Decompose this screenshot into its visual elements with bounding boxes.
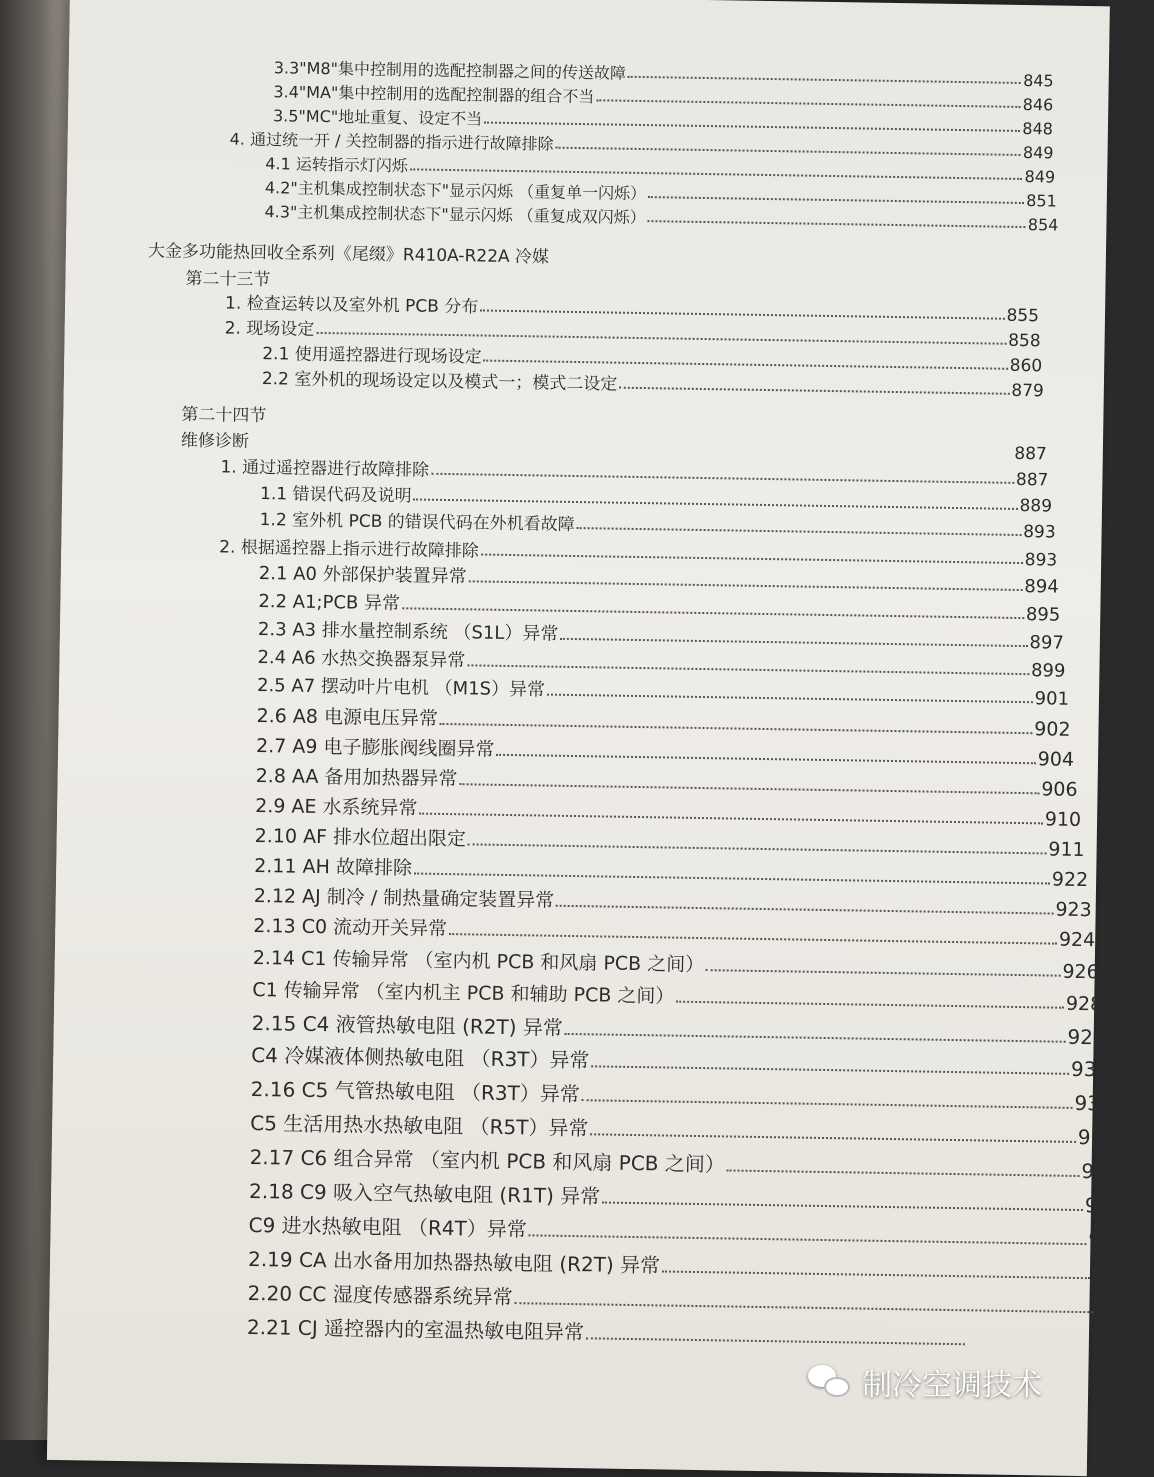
toc-entry-label: C9 进水热敏电阻 （R4T）异常	[248, 1212, 528, 1242]
toc-entry-label: 2.7 A9 电子膨胀阀线圈异常	[255, 735, 495, 761]
toc-entry-label: 2.19 CA 出水备用加热器热敏电阻 (R2T) 异常	[247, 1246, 661, 1278]
toc-page-number: 929	[1067, 1024, 1106, 1050]
toc-page-number: 933	[1081, 1159, 1120, 1184]
toc-entry-label: 2.4 A6 水热交换器泵异常	[257, 647, 466, 672]
toc-page-number: 845	[1023, 70, 1054, 91]
toc-entry-label: 2.21 CJ 遥控器内的室温热敏电阻异常	[246, 1314, 585, 1345]
dot-leader	[515, 1302, 1094, 1313]
toc-entry-label: 2.18 C9 吸入空气热敏电阻 (R1T) 异常	[248, 1178, 601, 1209]
dot-leader	[469, 580, 1023, 591]
toc-page-number: 928	[1065, 992, 1103, 1016]
toc-page-number: 924	[1058, 928, 1096, 952]
toc-entry-label: 维修诊断	[180, 430, 250, 452]
watermark	[808, 1360, 1042, 1404]
toc-page-number: 902	[1034, 718, 1071, 741]
dot-leader	[414, 873, 1050, 885]
dot-leader	[676, 1001, 1064, 1009]
dot-leader	[706, 969, 1060, 977]
toc-entry-label: 2.3 A3 排水量控制系统 （S1L）异常	[257, 619, 559, 645]
toc-page-number: 889	[1019, 495, 1053, 517]
toc-page-number: 846	[1022, 94, 1054, 115]
toc-page-number: 897	[1029, 632, 1065, 654]
toc-entry-label: 2.8 AA 备用加热器异常	[255, 765, 458, 791]
dot-leader	[582, 1099, 1073, 1109]
book-page	[47, 0, 1134, 1476]
chapter-heading: 第二十四节	[181, 404, 267, 427]
toc-page-number: 922	[1051, 868, 1089, 892]
dot-leader	[586, 1337, 965, 1345]
toc-entry-label: 3.4"MA"集中控制用的选配控制器的组合不当	[273, 82, 595, 107]
table-of-contents	[47, 0, 1134, 1476]
toc-page-number: 904	[1037, 748, 1075, 771]
toc-entry-label: 4.3"主机集成控制状态下"显示闪烁 （重复成双闪烁）	[264, 202, 646, 228]
toc-page-number: 879	[1011, 380, 1044, 402]
dot-leader	[419, 813, 1042, 825]
toc-page-number: 932	[1077, 1124, 1117, 1150]
dot-leader	[402, 607, 1024, 619]
toc-page-number: 901	[1034, 688, 1070, 710]
toc-page-number: 936	[1091, 1261, 1131, 1286]
toc-page-number: 894	[1024, 576, 1059, 598]
dot-leader	[560, 638, 1027, 647]
dot-leader	[481, 554, 1023, 565]
toc-entry-label: 2.16 C5 气管热敏电阻 （R3T）异常	[250, 1076, 581, 1107]
toc-page-number: 923	[1055, 898, 1092, 922]
toc-page-number: 906	[1041, 778, 1078, 801]
toc-page-number: 849	[1024, 167, 1056, 187]
section-heading: 大金多功能热回收全系列《尾缀》R410A-R22A 冷媒	[147, 241, 550, 268]
dot-leader	[727, 1169, 1080, 1177]
toc-page-number: 895	[1025, 604, 1061, 626]
toc-entry-label: C1 传输异常 （室内机主 PCB 和辅助 PCB 之间）	[252, 978, 675, 1008]
toc-page-number: 926	[1062, 960, 1099, 984]
dot-leader	[467, 664, 1029, 675]
toc-entry-label: 2. 根据遥控器上指示进行故障排除	[219, 537, 480, 562]
dot-leader	[662, 1270, 1090, 1279]
toc-entry-label: 2.14 C1 传输异常 （室内机 PCB 和风扇 PCB 之间）	[252, 946, 705, 977]
toc-page-number: 887	[1015, 469, 1049, 491]
dot-leader	[556, 905, 1053, 915]
toc-page-number: 910	[1044, 808, 1082, 831]
dot-leader	[596, 99, 1021, 108]
toc-entry-label: C5 生活用热水热敏电阻 （R5T）异常	[250, 1110, 589, 1141]
dot-leader	[628, 76, 1021, 84]
toc-entry-label: 2.1 使用遥控器进行现场设定	[262, 344, 482, 368]
chapter-heading: 第二十三节	[185, 268, 271, 291]
dot-leader	[648, 220, 1026, 228]
dot-leader	[602, 1202, 1083, 1212]
dot-leader	[459, 783, 1039, 794]
toc-entry-label: 2.10 AF 排水位超出限定	[254, 825, 467, 851]
dot-leader	[529, 1234, 1087, 1245]
toc-page-number: 893	[1022, 522, 1056, 543]
toc-entry-label: 4.2"主机集成控制状态下"显示闪烁 （重复单一闪烁）	[264, 178, 647, 204]
dot-leader	[591, 1065, 1069, 1075]
dot-leader	[449, 933, 1057, 945]
toc-entry-label: 2.2 室外机的现场设定以及模式一；模式二设定	[261, 369, 618, 395]
toc-page-number: 934	[1084, 1193, 1124, 1218]
toc-page-number: 931	[1074, 1090, 1113, 1116]
watermark-text: 制冷空调技术	[862, 1368, 1042, 1403]
toc-entry-label: 2.20 CC 湿度传感器系统异常	[247, 1280, 513, 1310]
dot-leader	[496, 754, 1035, 764]
toc-entry-label: 3.5"MC"地址重复、设定不当	[272, 106, 483, 129]
toc-entry-label: C4 冷媒液体侧热敏电阻 （R3T）异常	[251, 1042, 590, 1073]
toc-entry-label: 2.9 AE 水系统异常	[255, 795, 418, 820]
toc-row	[247, 1311, 967, 1351]
dot-leader	[577, 527, 1021, 536]
toc-entry-label: 2.15 C4 液管热敏电阻 (R2T) 异常	[251, 1010, 564, 1040]
toc-entry-label: 2.13 C0 流动开关异常	[253, 914, 448, 941]
toc-page-number: 851	[1026, 191, 1057, 211]
wechat-icon	[808, 1363, 852, 1401]
toc-entry-label: 2.17 C6 组合异常 （室内机 PCB 和风扇 PCB 之间）	[249, 1144, 726, 1177]
toc-entry-label: 3.3"M8"集中控制用的选配控制器之间的传送故障	[273, 58, 627, 83]
toc-page-number: 893	[1024, 550, 1058, 571]
dot-leader	[484, 122, 1020, 132]
toc-entry-label: 4. 通过统一开 / 关控制器的指示进行故障排除	[229, 129, 554, 154]
toc-entry-label: 1.1 错误代码及说明	[259, 484, 412, 507]
toc-entry-label: 2.6 A8 电源电压异常	[256, 705, 439, 730]
toc-entry-label: 2.12 AJ 制冷 / 制热量确定装置异常	[253, 885, 555, 912]
dot-leader	[468, 843, 1046, 854]
dot-leader	[590, 1133, 1076, 1143]
toc-page-number: 848	[1022, 118, 1054, 139]
dot-leader	[440, 723, 1032, 734]
toc-page-number: 930	[1070, 1056, 1110, 1082]
dot-leader	[555, 147, 1021, 156]
toc-entry-label: 1.2 室外机 PCB 的错误代码在外机看故障	[259, 510, 575, 535]
toc-entry-label: 2.1 A0 外部保护装置异常	[258, 563, 467, 588]
toc-page-number: 860	[1009, 355, 1043, 377]
toc-page-number: 887	[1014, 443, 1047, 465]
toc-entry-label: 1. 通过遥控器进行故障排除	[220, 457, 430, 481]
toc-entry-label: 2.11 AH 故障排除	[254, 855, 413, 880]
toc-page-number: 899	[1030, 660, 1066, 682]
toc-entry-label: 4.1 运转指示灯闪烁	[265, 154, 408, 176]
dot-leader	[565, 1033, 1066, 1043]
toc-page-number: 937	[1095, 1295, 1134, 1320]
toc-page-number: 855	[1006, 305, 1040, 327]
toc-page-number: 858	[1007, 330, 1041, 352]
toc-page-number: 911	[1048, 838, 1085, 862]
toc-page-number: 935	[1088, 1227, 1127, 1252]
dot-leader	[648, 196, 1024, 204]
toc-entry-label: 2. 现场设定	[224, 318, 315, 340]
toc-page-number: 854	[1027, 215, 1059, 235]
toc-entry-label: 1. 检查运转以及室外机 PCB 分布	[224, 293, 479, 318]
toc-entry-label: 2.2 A1;PCB 异常	[258, 591, 401, 615]
toc-entry-label: 2.5 A7 摆动叶片电机 （M1S）异常	[256, 675, 546, 701]
toc-page-number: 849	[1022, 142, 1054, 163]
dot-leader	[547, 694, 1033, 704]
dot-leader	[619, 387, 1009, 395]
